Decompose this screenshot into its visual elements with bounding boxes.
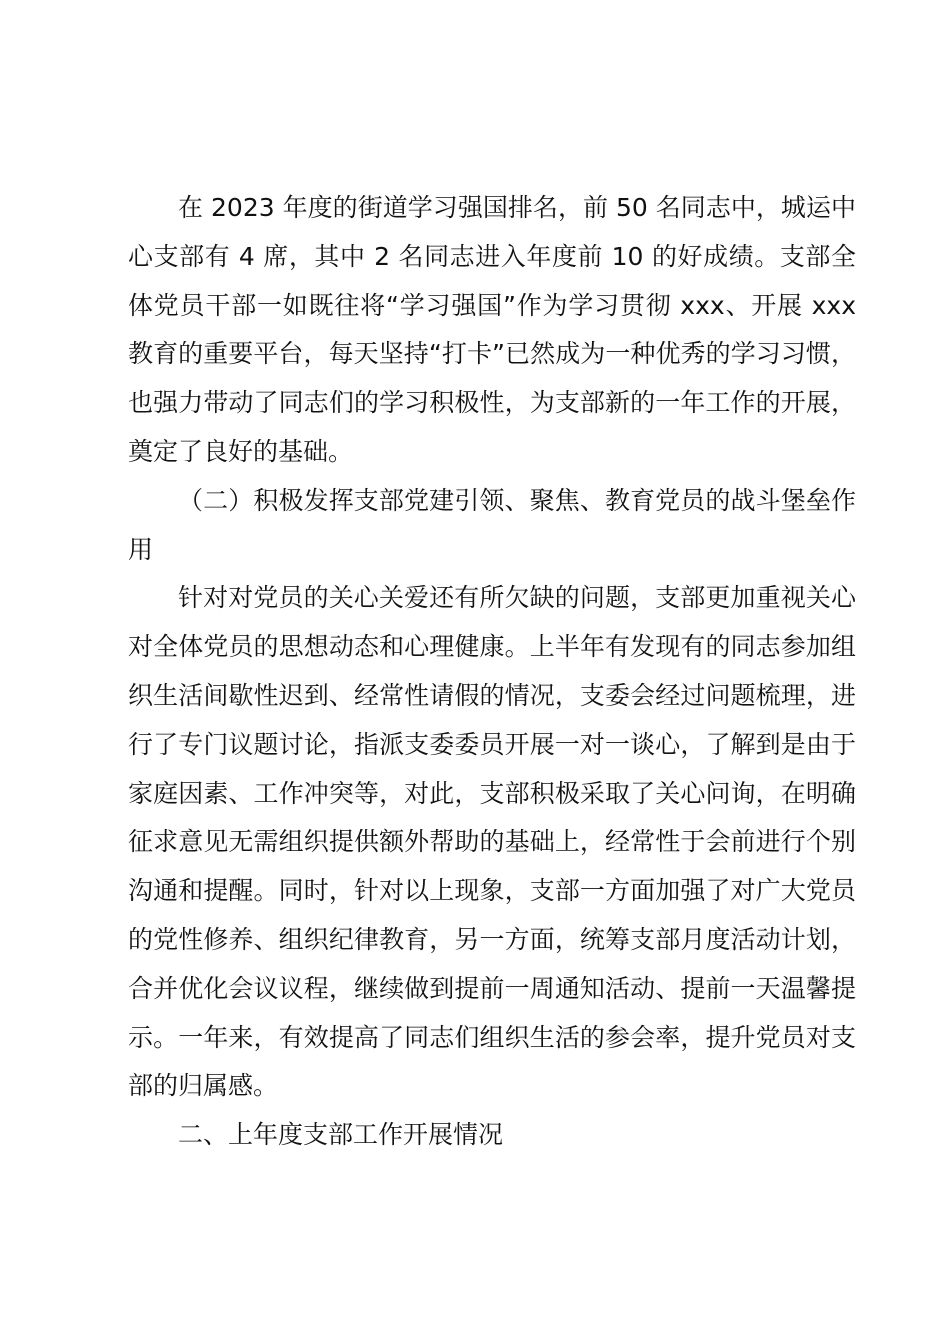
paragraph-study-ranking: 在 2023 年度的街道学习强国排名，前 50 名同志中，城运中心支部有 4 席，其中 2 名同志进入年度前 10 的好成绩。支部全体党员干部一如既往将“学习强国”作为学习贯彻 xxx、开展 xxx 教育的重要平台，每天坚持“打卡”已然成为一种优秀的学习习惯，也强力带动了同志们的学习积极性，为支部新的一年工作的开展，奠定了良好的基础。: [128, 193, 856, 466]
document-body: [128, 184, 856, 1160]
paragraph-member-care: 针对对党员的关心关爱还有所欠缺的问题，支部更加重视关心对全体党员的思想动态和心理健康。上半年有发现有的同志参加组织生活间歇性迟到、经常性请假的情况，支委会经过问题梳理，进行了专门议题讨论，指派支委委员开展一对一谈心，了解到是由于家庭因素、工作冲突等，对此，支部积极采取了关心问询，在明确征求意见无需组织提供额外帮助的基础上，经常性于会前进行个别沟通和提醒。同时，针对以上现象，支部一方面加强了对广大党员的党性修养、组织纪律教育，另一方面，统筹支部月度活动计划，合并优化会议议程，继续做到提前一周通知活动、提前一天温馨提示。一年来，有效提高了同志们组织生活的参会率，提升党员对支部的归属感。: [128, 583, 856, 1101]
section-heading-party-building: （二）积极发挥支部党建引领、聚焦、教育党员的战斗堡垒作用: [128, 485, 856, 564]
section-heading-work-progress: 二、上年度支部工作开展情况: [178, 1120, 504, 1150]
